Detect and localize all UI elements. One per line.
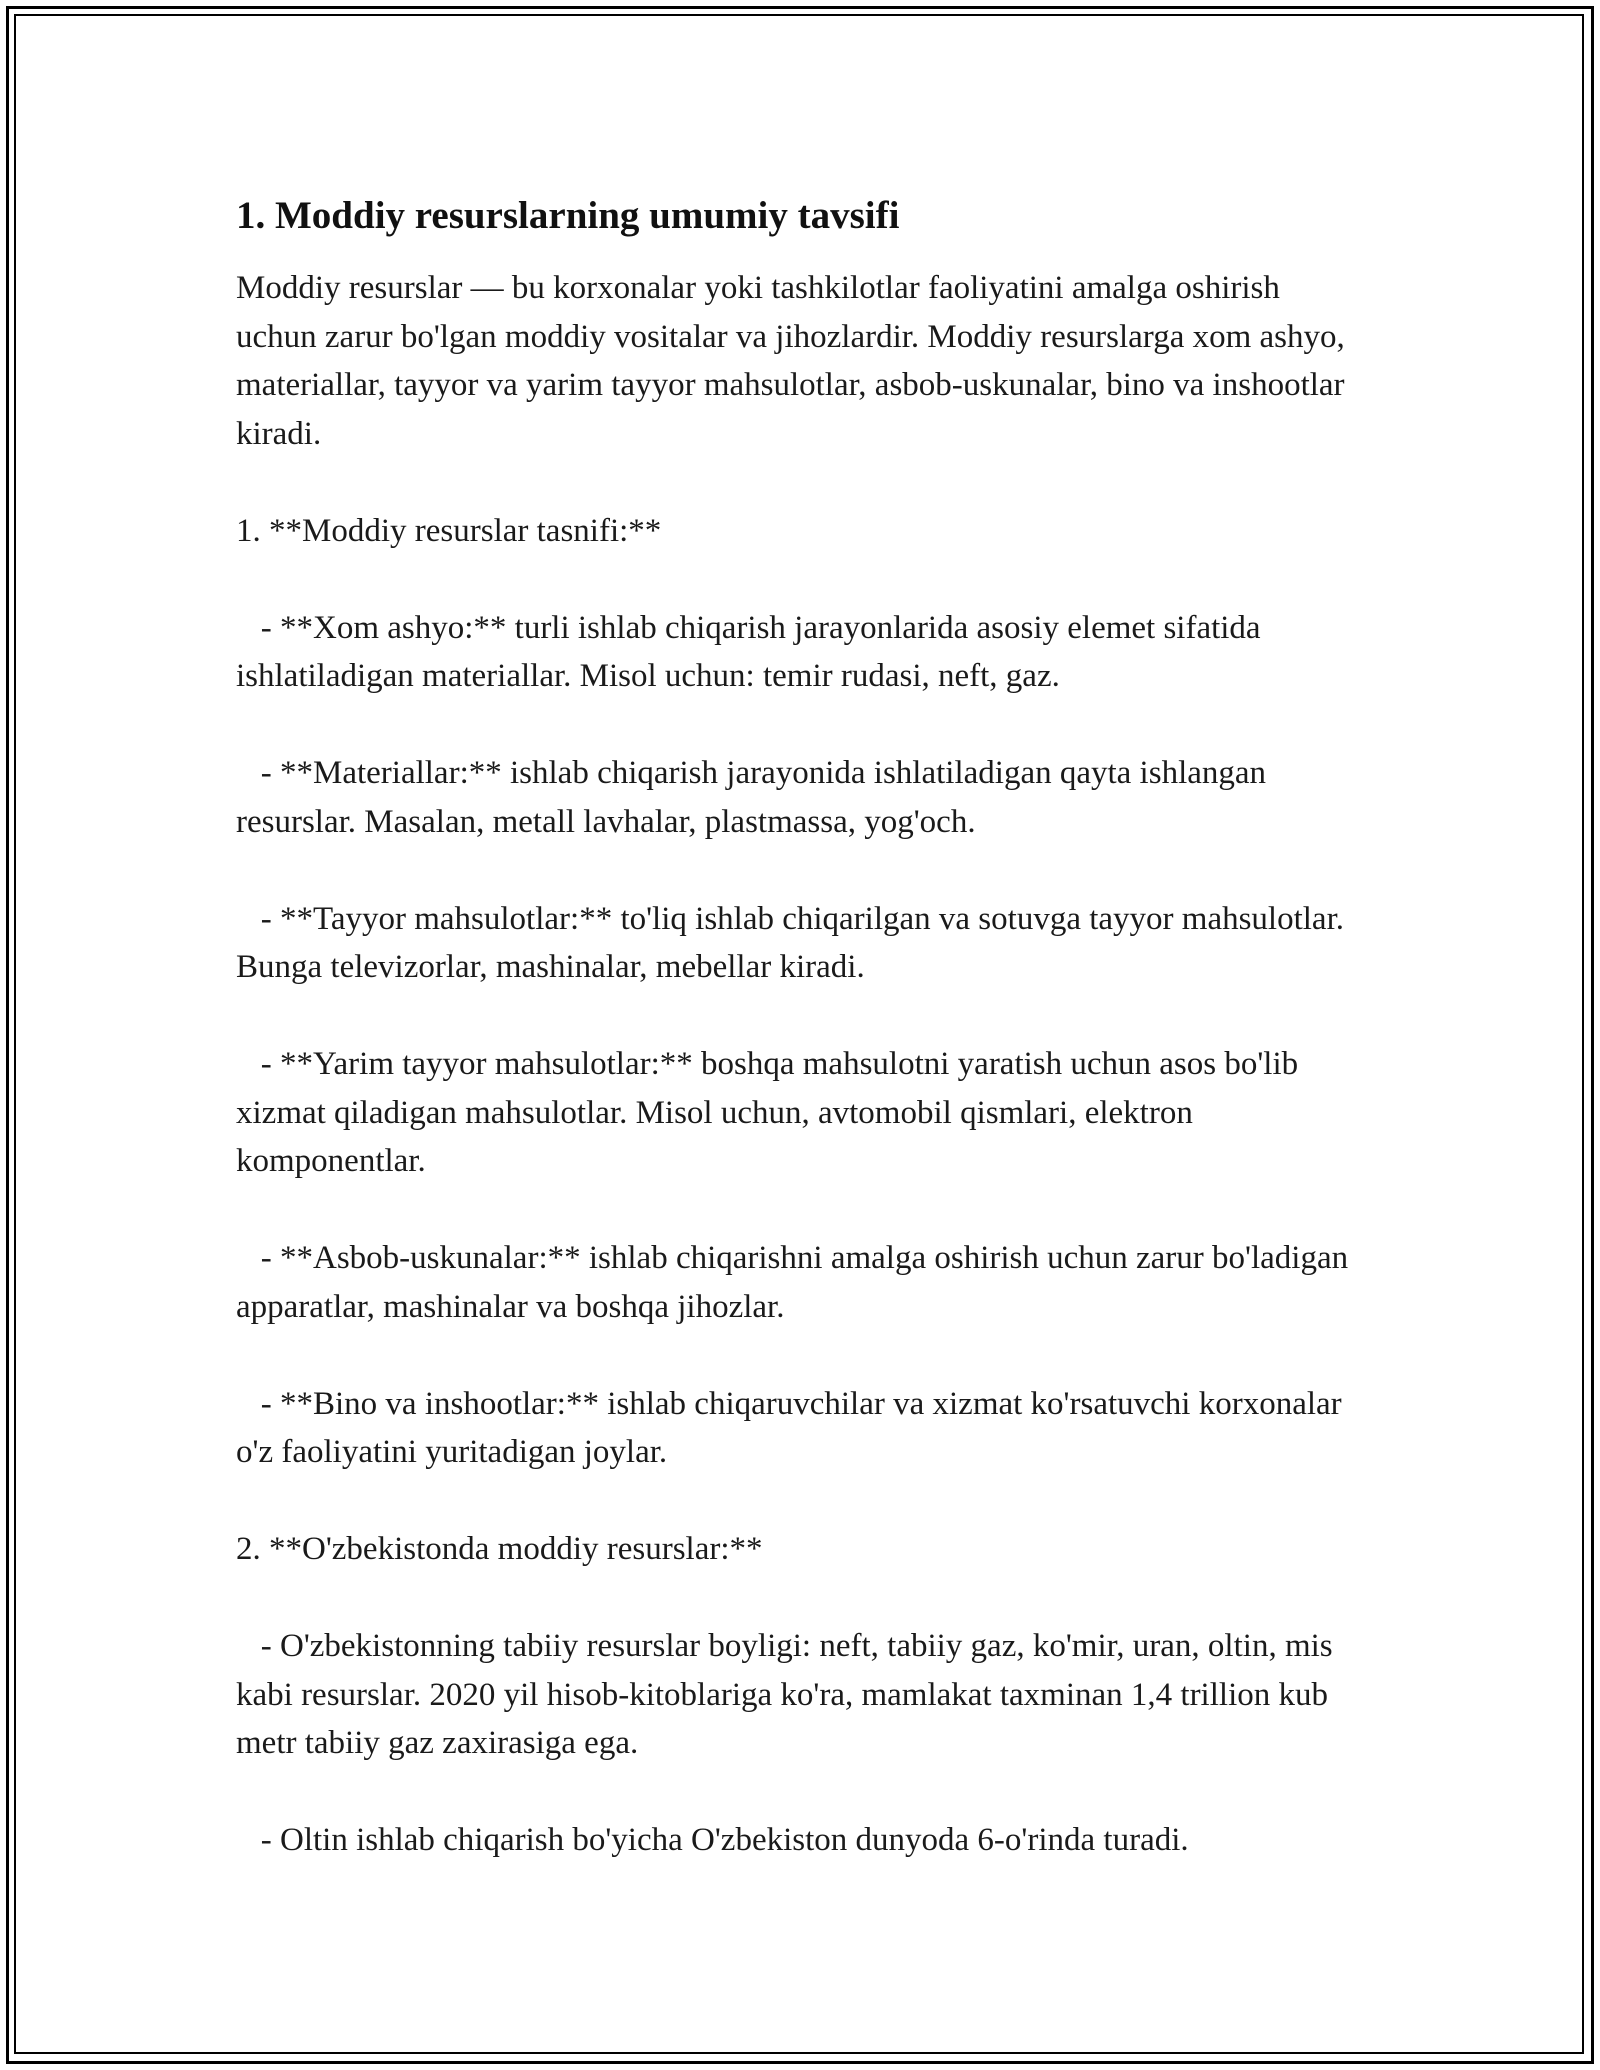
- section-title: 1. Moddiy resurslarning umumiy tavsifi: [236, 194, 900, 237]
- paragraph-gap: [236, 992, 1356, 1041]
- list-item-natural-resources: - O'zbekistonning tabiiy resurslar boyligi: neft, tabiiy gaz, ko'mir, uran, oltin, mis kabi resurslar. 2020 yil hisob-kitoblariga ko'ra, mamlakat taxminan 1,4 trillion kub metr tabiiy gaz zaxirasiga ega.: [236, 1628, 1341, 1761]
- list-item-gold-production: - Oltin ishlab chiqarish bo'yicha O'zbekiston dunyoda 6-o'rinda turadi.: [236, 1822, 1189, 1858]
- list-heading-classification: 1. **Moddiy resurslar tasnifi:**: [236, 512, 662, 549]
- paragraph-gap: [236, 1186, 1356, 1235]
- paragraph-gap: [236, 1331, 1356, 1380]
- paragraph-gap: [236, 1574, 1356, 1623]
- paragraph-gap: [236, 846, 1356, 895]
- list-item-materials: - **Materiallar:** ishlab chiqarish jarayonida ishlatiladigan qayta ishlangan resurslar. Masalan, metall lavhalar, plastmassa, yog'och.: [236, 755, 1275, 840]
- list-item-equipment: - **Asbob-uskunalar:** ishlab chiqarishni amalga oshirish uchun zarur bo'ladigan apparatlar, mashinalar va boshqa jihozlar.: [236, 1240, 1357, 1325]
- list-item-finished-products: - **Tayyor mahsulotlar:** to'liq ishlab chiqarilgan va sotuvga tayyor mahsulotlar. Bunga televizorlar, mashinalar, mebellar kiradi.: [236, 900, 1353, 985]
- paragraph-gap: [236, 1768, 1356, 1817]
- paragraph-gap: [236, 458, 1356, 507]
- list-heading-uzbekistan: 2. **O'zbekistonda moddiy resurslar:**: [236, 1531, 763, 1567]
- list-item-raw-materials: - **Xom ashyo:** turli ishlab chiqarish jarayonlarida asosiy elemet sifatida ishlatiladigan materiallar. Misol uchun: temir rudasi, neft, gaz.: [236, 609, 1269, 694]
- paragraph-gap: [236, 555, 1356, 604]
- intro-paragraph: Moddiy resurslar — bu korxonalar yoki tashkilotlar faoliyatini amalga oshirish uchun zarur bo'lgan moddiy vositalar va jihozlardir. Moddiy resurslarga xom ashyo, materiallar, tayyor va yarim tayyor mahsulotlar, asbob-uskunalar, bino va inshootlar kiradi.: [236, 270, 1354, 452]
- list-item-buildings: - **Bino va inshootlar:** ishlab chiqaruvchilar va xizmat ko'rsatuvchi korxonalar o'z faoliyatini yuritadigan joylar.: [236, 1385, 1350, 1470]
- paragraph-gap: [236, 1477, 1356, 1526]
- list-item-semi-finished-products: - **Yarim tayyor mahsulotlar:** boshqa mahsulotni yaratish uchun asos bo'lib xizmat qiladigan mahsulotlar. Misol uchun, avtomobil qismlari, elektron komponentlar.: [236, 1046, 1307, 1179]
- paragraph-gap: [236, 701, 1356, 750]
- document-body: [236, 190, 1356, 1865]
